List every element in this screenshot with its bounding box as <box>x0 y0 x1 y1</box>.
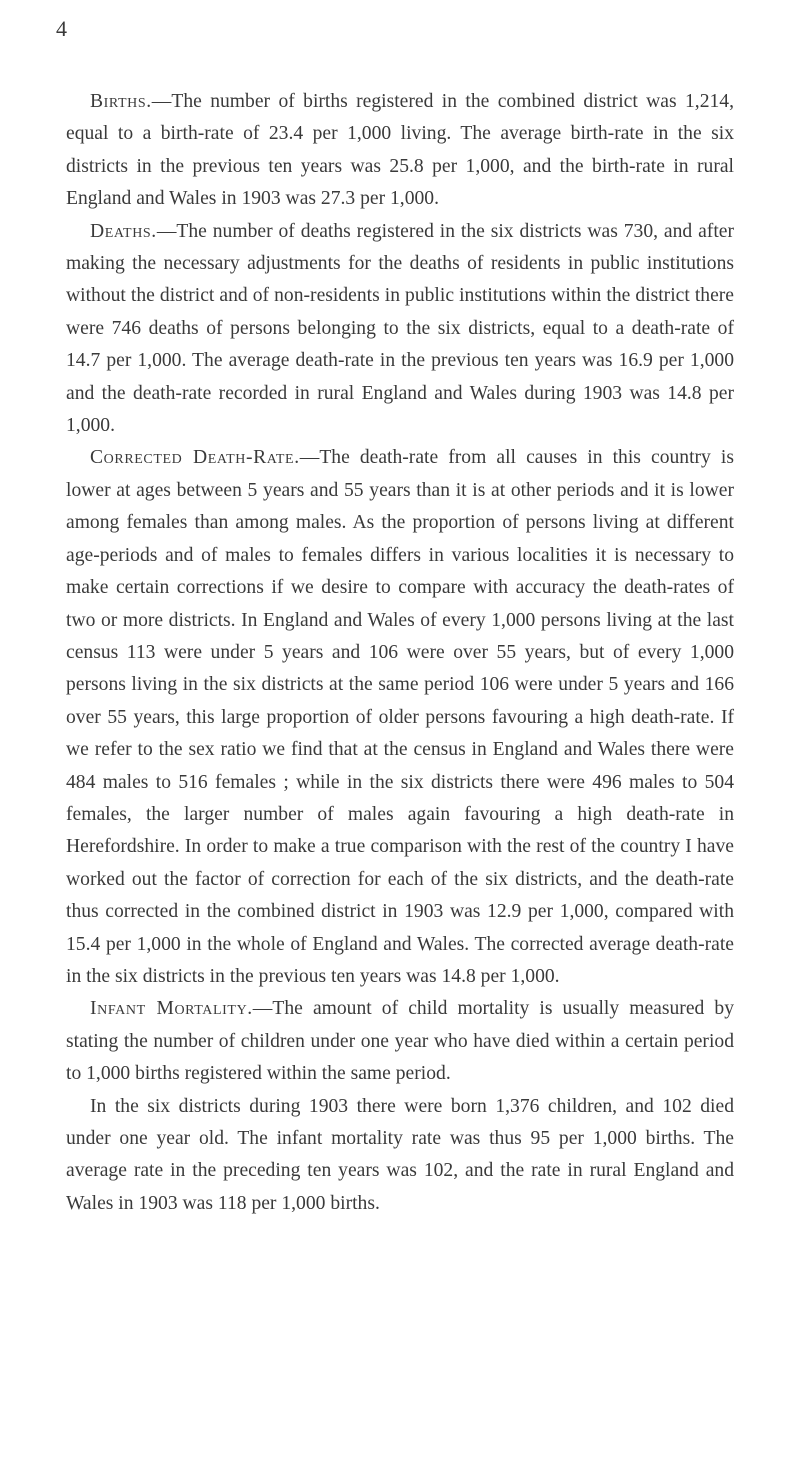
page-number: 4 <box>56 16 67 41</box>
heading-infant-mortality: Infant Mortality. <box>90 998 253 1020</box>
paragraph-corrected-death-rate <box>66 442 734 993</box>
paragraph-births-text: —The number of births registered in the combined district was 1,214, equal to a birth-rate of 23.4 per 1,000 living. The average birth-rate in the six districts in the previous ten years was 25.8 per 1,000, and the birth-rate in rural England and Wales in 1903 was 27.3 per 1,000. <box>66 91 734 210</box>
body-text <box>66 86 734 1220</box>
paragraph-births <box>66 86 734 216</box>
heading-corrected-death-rate: Corrected Death-Rate. <box>90 447 300 469</box>
paragraph-deaths-text: —The number of deaths registered in the six districts was 730, and after making the necessary adjustments for the deaths of residents in public institutions without the district and of non-residents in public institutions within the district there were 746 deaths of persons belonging to the six districts, equal to a death-rate of 14.7 per 1,000. The average death-rate in the previous ten years was 16.9 per 1,000 and the death-rate recorded in rural England and Wales during 1903 was 14.8 per 1,000. <box>66 220 734 437</box>
heading-births: Births. <box>90 91 152 112</box>
paragraph-corrected-death-rate-text: —The death-rate from all causes in this country is lower at ages between 5 years and 55 years than it is at other periods and it is lower among females than among males. As the proportion of persons living at different age-periods and of males to females differs in various localities it is necessary to make certain corrections if we desire to compare with accuracy the death-rates of two or more districts. In England and Wales of every 1,000 persons living at the last census 113 were under 5 years and 106 were over 55 years, but of every 1,000 persons living in the six districts at the same period 106 were under 5 years and 166 over 55 years, this large proportion of older persons favouring a high death-rate. If we refer to the sex ratio we find that at the census in England and Wales there were 484 males to 516 females ; while in the six districts there were 496 males to 504 females, the larger number of males again favouring a high death-rate in Herefordshire. In order to make a true comparison with the rest of the country I have worked out the factor of correction for each of the six districts, and the death-rate thus corrected in the combined district in 1903 was 12.9 per 1,000, compared with 15.4 per 1,000 in the whole of England and Wales. The corrected average death-rate in the six districts in the previous ten years was 14.8 per 1,000. <box>66 447 734 987</box>
paragraph-infant-mortality-figures-text: In the six districts during 1903 there were born 1,376 children, and 102 died under one year old. The infant mortality rate was thus 95 per 1,000 births. The average rate in the preceding ten years was 102, and the rate in rural England and Wales in 1903 was 118 per 1,000 births. <box>66 1095 734 1214</box>
paragraph-infant-mortality-text: —The amount of child mortality is usually measured by stating the number of children under one year who have died within a certain period to 1,000 births registered within the same period. <box>66 998 734 1085</box>
paragraph-deaths <box>66 216 734 443</box>
heading-deaths: Deaths. <box>90 220 157 242</box>
paragraph-infant-mortality <box>66 993 734 1090</box>
paragraph-infant-mortality-figures <box>66 1091 734 1221</box>
